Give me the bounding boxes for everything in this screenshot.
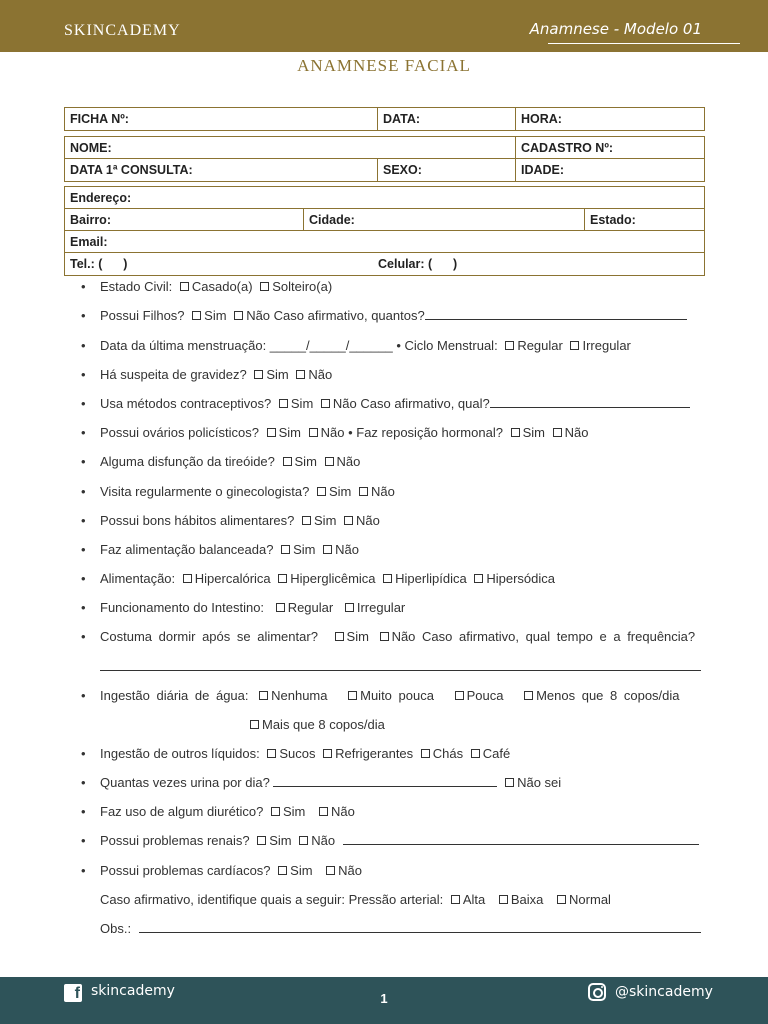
question-label: Faz alimentação balanceada? <box>100 542 274 557</box>
bullet: • <box>81 804 86 819</box>
data-field[interactable]: DATA: <box>377 108 515 130</box>
question-menstruation <box>100 338 704 353</box>
facebook-icon: f <box>64 984 82 1002</box>
question-balanced-diet <box>100 542 704 557</box>
checkbox[interactable] <box>511 428 520 437</box>
checkbox[interactable] <box>271 807 280 816</box>
checkbox[interactable] <box>260 282 269 291</box>
nome-field[interactable]: NOME: <box>70 141 112 155</box>
option-label: Não <box>338 863 363 878</box>
bullet: • <box>81 454 86 469</box>
option-label: Hiperlipídica <box>395 571 467 586</box>
question-label: Caso afirmativo, qual? <box>360 396 490 411</box>
option-label: Refrigerantes <box>335 746 414 761</box>
option-label: Sim <box>328 484 352 499</box>
checkbox[interactable] <box>557 895 566 904</box>
sexo-field[interactable]: SEXO: <box>377 159 515 181</box>
option-label: Sim <box>293 542 316 557</box>
question-water-intake <box>100 688 704 703</box>
option-label: Normal <box>569 892 611 907</box>
form-row <box>65 187 704 209</box>
option-label: Sucos <box>279 746 316 761</box>
bullet: • <box>81 746 86 761</box>
checkbox[interactable] <box>278 574 287 583</box>
checkbox[interactable] <box>302 516 311 525</box>
hora-field[interactable]: HORA: <box>515 108 705 130</box>
question-blood-pressure <box>100 892 704 907</box>
checkbox[interactable] <box>380 632 389 641</box>
question-label: Há suspeita de gravidez? <box>100 367 247 382</box>
checkbox[interactable] <box>319 807 328 816</box>
checkbox[interactable] <box>279 399 288 408</box>
checkbox[interactable] <box>524 691 533 700</box>
form-box-identification <box>64 107 705 131</box>
bullet: • <box>81 484 86 499</box>
question-eating-habits <box>100 513 704 528</box>
option-label: Não <box>335 542 359 557</box>
answer-line[interactable] <box>490 397 690 408</box>
option-label: Nenhuma <box>271 688 328 703</box>
option-label: Sim <box>282 804 306 819</box>
option-label: Não <box>308 367 333 382</box>
question-label: Caso afirmativo, quantos? <box>273 308 425 323</box>
checkbox[interactable] <box>321 399 330 408</box>
checkbox[interactable] <box>278 866 287 875</box>
option-label: Hiperglicêmica <box>290 571 376 586</box>
bullet: • <box>81 629 86 644</box>
option-label: Muito pouca <box>360 688 434 703</box>
obs-label: Obs.: <box>100 921 132 936</box>
question-gynecologist <box>100 484 704 499</box>
question-diuretic <box>100 804 704 819</box>
checkbox[interactable] <box>505 778 514 787</box>
checkbox[interactable] <box>257 836 266 845</box>
question-contraceptives <box>100 396 704 411</box>
question-children <box>100 308 704 323</box>
header-divider <box>548 43 740 44</box>
bullet: • <box>81 513 86 528</box>
checkbox[interactable] <box>296 370 305 379</box>
option-label: Não <box>332 396 357 411</box>
instagram-handle: @skincademy <box>615 984 713 1000</box>
checkbox[interactable] <box>317 487 326 496</box>
checkbox[interactable] <box>325 457 334 466</box>
bullet: • <box>81 308 86 323</box>
page-footer <box>0 977 768 1024</box>
answer-line[interactable] <box>273 776 497 787</box>
brand-name: SKINCADEMY <box>64 22 181 39</box>
question-label: Possui Filhos? <box>100 308 185 323</box>
ficha-field[interactable]: FICHA Nº: <box>70 112 129 126</box>
endereco-field[interactable]: Endereço: <box>70 191 132 205</box>
question-label: Quantas vezes urina por dia? <box>100 775 270 790</box>
checkbox[interactable] <box>451 895 460 904</box>
bullet: • <box>81 775 86 790</box>
estado-field[interactable]: Estado: <box>584 209 705 230</box>
celular-field[interactable]: Celular: ( ) <box>378 257 458 271</box>
form-row <box>65 253 704 275</box>
option-label: Solteiro(a) <box>272 279 333 294</box>
checkbox[interactable] <box>259 691 268 700</box>
option-label: Sim <box>204 308 227 323</box>
question-label: Estado Civil: <box>100 279 173 294</box>
answer-line-row <box>100 659 704 674</box>
option-label: Irregular <box>356 600 406 615</box>
question-label: Faz uso de algum diurético? <box>100 804 264 819</box>
checkbox[interactable] <box>276 603 285 612</box>
question-other-liquids <box>100 746 704 761</box>
question-label: Alguma disfunção da tireóide? <box>100 454 275 469</box>
checkbox[interactable] <box>455 691 464 700</box>
bullet: • <box>81 688 86 703</box>
option-label: Sim <box>290 863 313 878</box>
question-label: Caso afirmativo, qual tempo e a frequência? <box>422 629 696 644</box>
checkbox[interactable] <box>299 836 308 845</box>
checkbox[interactable] <box>345 603 354 612</box>
checkbox[interactable] <box>335 632 344 641</box>
checkbox[interactable] <box>283 457 292 466</box>
option-label: Não <box>320 425 345 440</box>
checkbox[interactable] <box>505 341 514 350</box>
form-box-patient <box>64 136 705 182</box>
bullet: • <box>81 863 86 878</box>
option-label: Sim <box>269 833 292 848</box>
answer-line[interactable] <box>100 660 701 671</box>
checkbox[interactable] <box>180 282 189 291</box>
checkbox[interactable] <box>323 545 332 554</box>
option-label: Hipercalórica <box>194 571 271 586</box>
checkbox[interactable] <box>323 749 332 758</box>
question-label: Usa métodos contraceptivos? <box>100 396 272 411</box>
question-label: Costuma dormir após se alimentar? <box>100 629 318 644</box>
checkbox[interactable] <box>471 749 480 758</box>
document-title: ANAMNESE FACIAL <box>297 56 471 75</box>
option-label: Não sei <box>517 775 562 790</box>
obs-row <box>100 921 704 936</box>
question-marital-status <box>100 279 704 294</box>
bullet: • <box>81 367 86 382</box>
checkbox[interactable] <box>234 311 243 320</box>
question-label: Possui problemas renais? <box>100 833 250 848</box>
option-label: Baixa <box>510 892 544 907</box>
cidade-field[interactable]: Cidade: <box>303 209 584 230</box>
question-label: Alimentação: <box>100 571 176 586</box>
checkbox[interactable] <box>474 574 483 583</box>
question-label: Possui bons hábitos alimentares? <box>100 513 295 528</box>
checkbox[interactable] <box>383 574 392 583</box>
option-label: Regular <box>287 600 334 615</box>
option-label: Sim <box>522 425 545 440</box>
model-label: Anamnese - Modelo 01 <box>529 20 702 38</box>
option-label: Regular <box>517 338 563 353</box>
form-row <box>65 159 704 181</box>
option-label: Menos que 8 copos/dia <box>536 688 680 703</box>
bullet: • <box>81 571 86 586</box>
checkbox[interactable] <box>267 428 276 437</box>
checkbox[interactable] <box>250 720 259 729</box>
instagram-icon <box>588 983 606 1001</box>
primeira-consulta-field[interactable]: DATA 1ª CONSULTA: <box>70 163 193 177</box>
form-row <box>65 137 704 159</box>
form-row <box>65 231 704 253</box>
option-label: Sim <box>278 425 301 440</box>
obs-line[interactable] <box>139 922 701 933</box>
checkbox[interactable] <box>183 574 192 583</box>
question-water-intake-cont <box>246 717 646 732</box>
option-label: Alta <box>462 892 486 907</box>
option-label: Pouca <box>466 688 504 703</box>
checkbox[interactable] <box>326 866 335 875</box>
option-label: Sim <box>294 454 317 469</box>
question-label: • Faz reposição hormonal? <box>348 425 503 440</box>
option-label: Não <box>564 425 589 440</box>
question-sleep-after-eating <box>100 629 704 644</box>
question-label: Possui ovários policísticos? <box>100 425 259 440</box>
question-intestine <box>100 600 704 615</box>
bullet: • <box>81 542 86 557</box>
option-label: Sim <box>346 629 369 644</box>
idade-field[interactable]: IDADE: <box>515 159 705 181</box>
form-row <box>65 209 704 231</box>
question-label: Ingestão de outros líquidos: <box>100 746 260 761</box>
checkbox[interactable] <box>499 895 508 904</box>
answer-line[interactable] <box>343 834 699 845</box>
bairro-field[interactable]: Bairro: <box>70 213 111 227</box>
checkbox[interactable] <box>192 311 201 320</box>
email-field[interactable]: Email: <box>70 235 108 249</box>
question-label: Possui problemas cardíacos? <box>100 863 271 878</box>
bullet: • <box>81 425 86 440</box>
bullet: • <box>81 279 86 294</box>
question-kidney <box>100 833 704 848</box>
option-label: Não <box>356 513 380 528</box>
option-label: Mais que 8 copos/dia <box>262 717 385 732</box>
question-label: Data da última menstruação: _____/_____/______ • Ciclo Menstrual: <box>100 338 498 353</box>
checkbox[interactable] <box>553 428 562 437</box>
checkbox[interactable] <box>359 487 368 496</box>
option-label: Não <box>336 454 361 469</box>
question-thyroid <box>100 454 704 469</box>
page-number: 1 <box>380 991 388 1006</box>
question-label: Funcionamento do Intestino: <box>100 600 265 615</box>
question-cardiac <box>100 863 704 878</box>
option-label: Não <box>391 629 416 644</box>
option-label: Sim <box>266 367 289 382</box>
question-label: Visita regularmente o ginecologista? <box>100 484 310 499</box>
question-polycystic <box>100 425 704 440</box>
checkbox[interactable] <box>254 370 263 379</box>
page-header <box>0 0 768 52</box>
facebook-handle: skincademy <box>91 983 175 999</box>
checkbox[interactable] <box>421 749 430 758</box>
option-label: Sim <box>314 513 337 528</box>
tel-field[interactable]: Tel.: ( ) <box>70 257 128 271</box>
bullet: • <box>81 396 86 411</box>
checkbox[interactable] <box>344 516 353 525</box>
question-pregnancy <box>100 367 704 382</box>
checkbox[interactable] <box>267 749 276 758</box>
option-label: Irregular <box>582 338 631 353</box>
checkbox[interactable] <box>309 428 318 437</box>
option-label: Não <box>370 484 395 499</box>
question-label: Ingestão diária de água: <box>100 688 249 703</box>
bullet: • <box>81 833 86 848</box>
option-label: Casado(a) <box>191 279 253 294</box>
bullet: • <box>81 338 86 353</box>
checkbox[interactable] <box>281 545 290 554</box>
option-label: Hipersódica <box>486 571 555 586</box>
form-box-address <box>64 186 705 276</box>
option-label: Não <box>311 833 336 848</box>
question-urination <box>100 775 704 790</box>
checkbox[interactable] <box>348 691 357 700</box>
option-label: Não <box>330 804 355 819</box>
cadastro-field[interactable]: CADASTRO Nº: <box>515 137 705 158</box>
option-label: Chás <box>432 746 464 761</box>
form-row <box>65 108 704 130</box>
checkbox[interactable] <box>570 341 579 350</box>
question-diet-type <box>100 571 704 586</box>
answer-line[interactable] <box>425 309 687 320</box>
bullet: • <box>81 600 86 615</box>
option-label: Café <box>482 746 511 761</box>
option-label: Não <box>246 308 271 323</box>
option-label: Sim <box>290 396 314 411</box>
question-label: Caso afirmativo, identifique quais a seguir: Pressão arterial: <box>100 892 444 907</box>
